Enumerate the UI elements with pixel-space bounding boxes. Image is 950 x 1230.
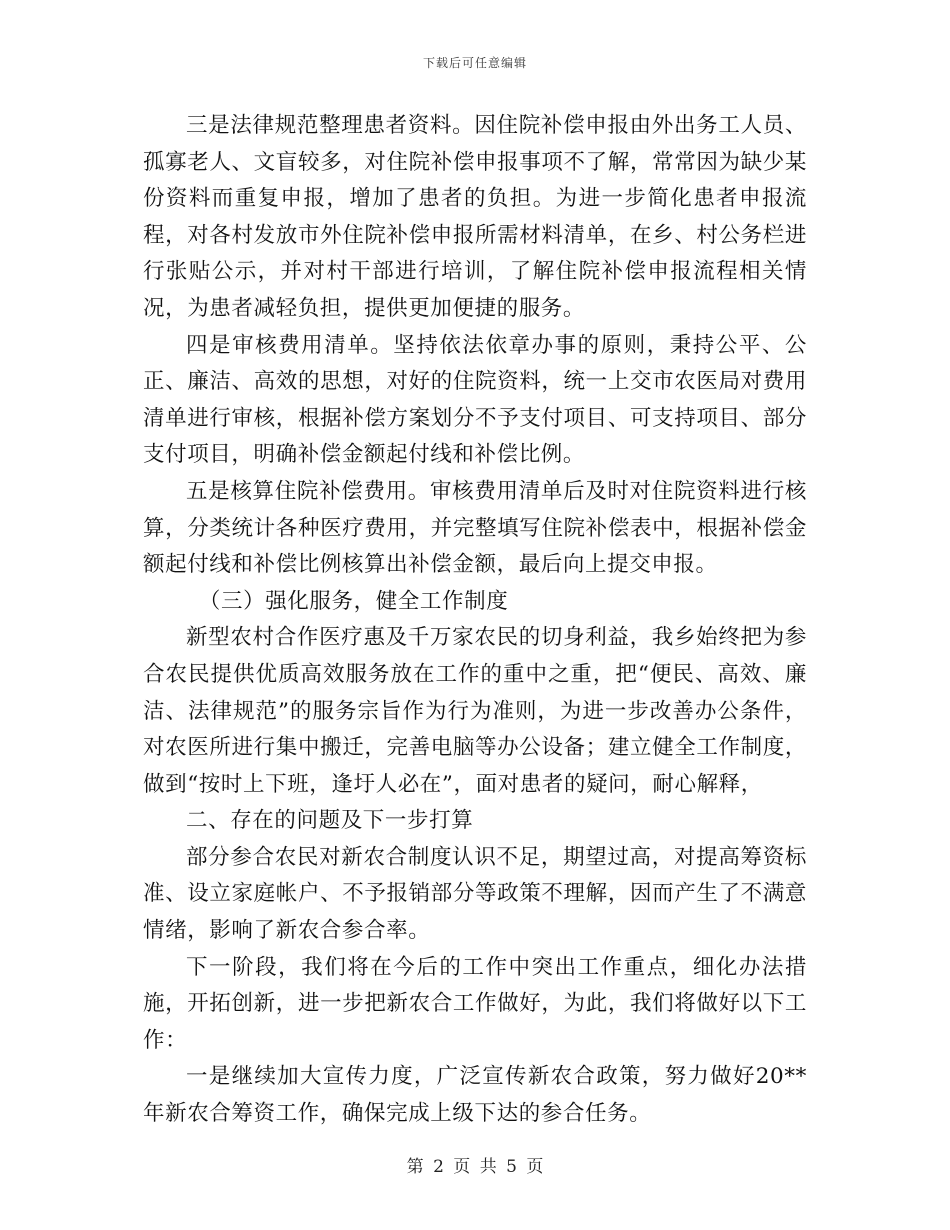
page-number-footer: 第 2 页 共 5 页	[406, 1157, 544, 1177]
paragraph-publicity: 一是继续加大宣传力度，广泛宣传新农合政策，努力做好20**年新农合筹资工作，确保完成上级下达的参合任务。	[143, 1064, 807, 1127]
paragraph-next-stage: 下一阶段，我们将在今后的工作中突出工作重点，细化办法措施，开拓创新，进一步把新农合工作做好，为此，我们将做好以下工作：	[143, 954, 807, 1053]
paragraph-item-3-legal-records: 三是法律规范整理患者资料。因住院补偿申报由外出务工人员、孤寡老人、文盲较多，对住院补偿申报事项不了解，常常因为缺少某份资料而重复申报，增加了患者的负担。为进一步简化患者申报流程，对各村发放市外住院补偿申报所需材料清单，在乡、村公务栏进行张贴公示，并对村干部进行培训，了解住院补偿申报流程相关情况，为患者减轻负担，提供更加便捷的服务。	[143, 113, 807, 321]
paragraph-item-4-audit-fees: 四是审核费用清单。坚持依法依章办事的原则，秉持公平、公正、廉洁、高效的思想，对好的住院资料，统一上交市农医局对费用清单进行审核，根据补偿方案划分不予支付项目、可支持项目、部分支付项目，明确补偿金额起付线和补偿比例。	[143, 332, 807, 468]
paragraph-service-system: 新型农村合作医疗惠及千万家农民的切身利益，我乡始终把为参合农民提供优质高效服务放在工作的重中之重，把“便民、高效、廉洁、法律规范”的服务宗旨作为行为准则，为进一步改善办公条件，对农医所进行集中搬迁，完善电脑等办公设备；建立健全工作制度，做到“按时上下班，逢圩人必在”，面对患者的疑问，耐心解释，	[143, 625, 807, 797]
document-body	[143, 108, 807, 1133]
section-heading-problems-next-steps: 二、存在的问题及下一步打算	[186, 808, 474, 834]
page-header-note: 下载后可任意编辑	[422, 56, 527, 70]
section-heading-strengthen-service: （三）强化服务，健全工作制度	[198, 588, 509, 614]
paragraph-item-5-calc-compensation: 五是核算住院补偿费用。审核费用清单后及时对住院资料进行核算，分类统计各种医疗费用，并完整填写住院补偿表中，根据补偿金额起付线和补偿比例核算出补偿金额，最后向上提交申报。	[143, 478, 807, 578]
paragraph-problems: 部分参合农民对新农合制度认识不足，期望过高，对提高筹资标准、设立家庭帐户、不予报销部分等政策不理解，因而产生了不满意情绪，影响了新农合参合率。	[143, 844, 807, 944]
